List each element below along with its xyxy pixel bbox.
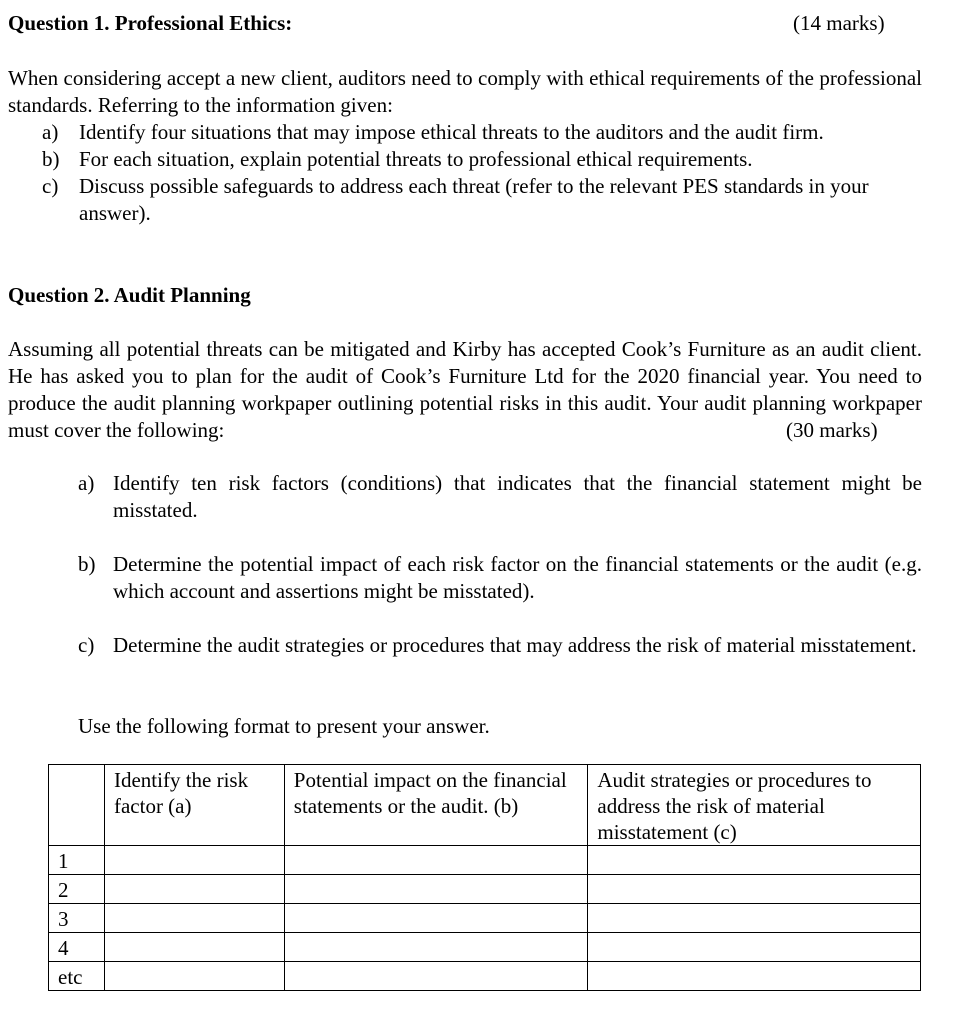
list-item-text: Determine the potential impact of each risk factor on the financial statements or the audit (e.g. which account and assertions might be misstated).: [113, 552, 922, 603]
list-item-text: Identify ten risk factors (conditions) that indicates that the financial statement might be misstated.: [113, 471, 922, 522]
table-cell: [284, 875, 588, 904]
table-cell: [284, 933, 588, 962]
format-note: Use the following format to present your answer.: [78, 714, 490, 738]
row-number: 1: [49, 846, 105, 875]
list-item-text: Determine the audit strategies or procedures that may address the risk of material misstatement.: [113, 633, 917, 657]
table-cell: [588, 933, 921, 962]
table-cell: [104, 875, 284, 904]
list-item-label: b): [78, 552, 96, 576]
q1-marks: (14 marks): [793, 11, 885, 35]
table-row: [49, 962, 921, 991]
table-cell: [284, 846, 588, 875]
table-cell: [588, 846, 921, 875]
answer-format-table: [48, 764, 921, 991]
q2-title: Question 2. Audit Planning: [8, 283, 251, 307]
q2-intro: Assuming all potential threats can be mitigated and Kirby has accepted Cook’s Furniture as an audit client. He has asked you to plan for the audit of Cook’s Furniture Ltd for the 2020 financial year. You need to produce the audit planning workpaper outlining potential risks in this audit. Your audit planning workpaper must cover the following:: [8, 337, 922, 442]
list-item-label: a): [42, 120, 59, 144]
table-cell: [104, 846, 284, 875]
list-item-label: c): [42, 174, 59, 198]
table-header-cell: Potential impact on the financial statements or the audit. (b): [284, 765, 588, 846]
table-cell: [588, 962, 921, 991]
table-cell: [104, 933, 284, 962]
q2-marks: (30 marks): [786, 418, 878, 442]
table-header-cell: [49, 765, 105, 846]
list-item-label: c): [78, 633, 95, 657]
table-cell: [104, 962, 284, 991]
table-row: [49, 933, 921, 962]
list-item-label: b): [42, 147, 60, 171]
table-row: [49, 904, 921, 933]
table-cell: [284, 904, 588, 933]
row-number: etc: [49, 962, 105, 991]
row-number: 4: [49, 933, 105, 962]
table-header-cell: Identify the risk factor (a): [104, 765, 284, 846]
q1-title: Question 1. Professional Ethics:: [8, 11, 293, 35]
row-number: 2: [49, 875, 105, 904]
table-header-cell: Audit strategies or procedures to address the risk of material misstatement (c): [588, 765, 921, 846]
table-header-row: [49, 765, 921, 846]
list-item-text: Discuss possible safeguards to address each threat (refer to the relevant PES standards in your answer).: [79, 174, 869, 225]
list-item-text: For each situation, explain potential threats to professional ethical requirements.: [79, 147, 753, 171]
table-cell: [588, 875, 921, 904]
q1-intro: When considering accept a new client, auditors need to comply with ethical requirements of the professional standards. Referring to the information given:: [8, 66, 922, 117]
row-number: 3: [49, 904, 105, 933]
table-row: [49, 875, 921, 904]
list-item-label: a): [78, 471, 95, 495]
table-cell: [284, 962, 588, 991]
table-cell: [588, 904, 921, 933]
table-row: [49, 846, 921, 875]
list-item-text: Identify four situations that may impose ethical threats to the auditors and the audit firm.: [79, 120, 824, 144]
table-cell: [104, 904, 284, 933]
